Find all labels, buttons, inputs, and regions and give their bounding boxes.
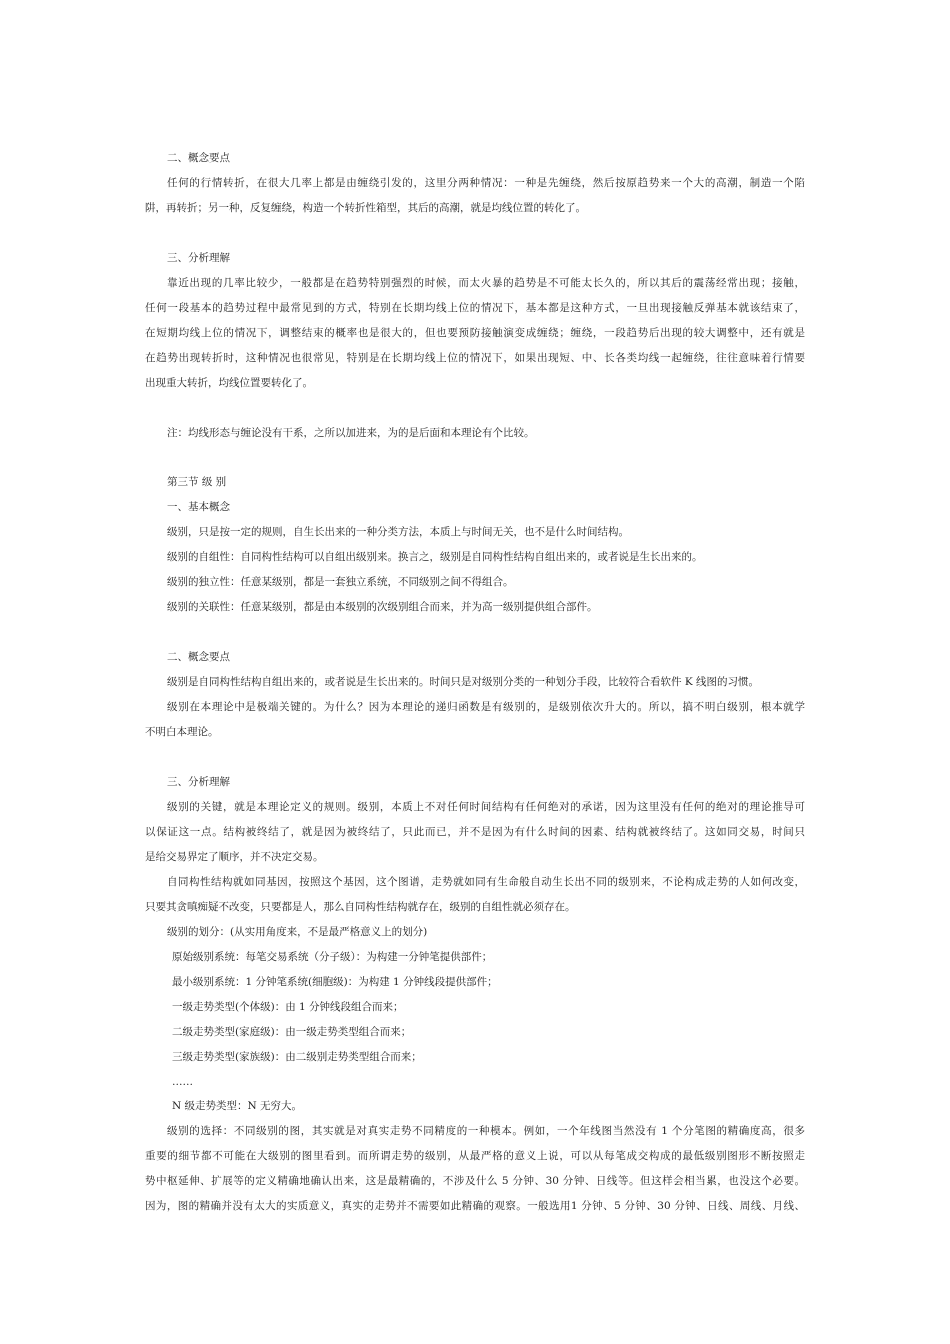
paragraph-line: 阱，再转折；另一种，反复缠绕，构造一个转折性箱型，其后的高潮，就是均线位置的转化了。 <box>145 202 586 214</box>
paragraph-line: 靠近出现的几率比较少，一般都是在趋势特别强烈的时候，而太火暴的趋势是不可能太长久的，所以其后的震荡经常出现；接触， <box>167 277 805 289</box>
section-heading: 二、概念要点 <box>167 651 230 663</box>
note-line: 注：均线形态与缠论没有干系，之所以加进来，为的是后面和本理论有个比较。 <box>167 427 535 439</box>
level-item: 二级走势类型(家庭级)：由一级走势类型组合而来； <box>172 1026 412 1038</box>
paragraph-line: 以保证这一点。结构被终结了，就是因为被终结了，只此而已，并不是因为有什么时间的因素、结构就被终结了。这如同交易，时间只 <box>145 826 805 838</box>
paragraph-line: 级别的选择：不同级别的图，其实就是对真实走势不同精度的一种模本。例如，一个年线图当然没有 1 个分笔图的精确度高，很多 <box>167 1125 805 1137</box>
level-item: …… <box>172 1076 193 1088</box>
paragraph-line: 级别的独立性：任意某级别，都是一套独立系统，不同级别之间不得组合。 <box>167 576 514 588</box>
section-title: 第三节 级 别 <box>167 476 227 488</box>
level-item: 最小级别系统：1 分钟笔系统(细胞级)：为构建 1 分钟线段提供部件； <box>172 976 498 988</box>
level-item: 三级走势类型(家族级)：由二级别走势类型组合而来； <box>172 1051 422 1063</box>
paragraph-line: 因为，图的精确并没有太大的实质意义，真实的走势并不需要如此精确的观察。一般选用1 分钟、5 分钟、30 分钟、日线、周线、月线、 <box>145 1200 805 1212</box>
paragraph-line: 任何的行情转折，在很大几率上都是由缠绕引发的，这里分两种情况：一种是先缠绕，然后按原趋势来一个大的高潮，制造一个陷 <box>167 177 805 189</box>
paragraph-line: 在短期均线上位的情况下，调整结束的概率也是很大的，但也要预防接触演变成缠绕；缠绕，一段趋势后出现的较大调整中，还有就是 <box>145 327 805 339</box>
paragraph-line: 自同构性结构就如同基因，按照这个基因，这个图谱，走势就如同有生命般自动生长出不同的级别来，不论构成走势的人如何改变， <box>167 876 805 888</box>
paragraph-line: 级别的关键，就是本理论定义的规则。级别，本质上不对任何时间结构有任何绝对的承诺，因为这里没有任何的绝对的理论推导可 <box>167 801 805 813</box>
paragraph-line: 势中枢延伸、扩展等的定义精确地确认出来，这是最精确的，不涉及什么 5 分钟、30 分钟、日线等。但这样会相当累，也没这个必要。 <box>145 1175 805 1187</box>
section-heading: 一、基本概念 <box>167 501 230 513</box>
paragraph-line: 出现重大转折，均线位置要转化了。 <box>145 377 313 389</box>
paragraph-line: 级别是自同构性结构自组出来的，或者说是生长出来的。时间只是对级别分类的一种划分手段，比较符合看软件 K 线图的习惯。 <box>167 676 760 688</box>
level-item: 原始级别系统：每笔交易系统（分子级）：为构建一分钟笔提供部件； <box>172 951 493 963</box>
level-item: 一级走势类型(个体级)：由 1 分钟线段组合而来； <box>172 1001 404 1013</box>
paragraph-line: 级别的划分：(从实用角度来，不是最严格意义上的划分) <box>167 926 428 938</box>
paragraph-line: 级别在本理论中是极端关键的。为什么？因为本理论的递归函数是有级别的，是级别依次升大的。所以，搞不明白级别，根本就学 <box>167 701 805 713</box>
section-heading: 三、分析理解 <box>167 252 230 264</box>
level-item: N 级走势类型：N 无穷大。 <box>172 1100 303 1112</box>
paragraph-line: 级别的关联性：任意某级别，都是由本级别的次级别组合而来，并为高一级别提供组合部件。 <box>167 601 598 613</box>
paragraph-line: 重要的细节都不可能在大级别的图里看到。而所谓走势的级别，从最严格的意义上说，可以从每笔成交构成的最低级别图形不断按照走 <box>145 1150 805 1162</box>
paragraph-line: 是给交易界定了顺序，并不决定交易。 <box>145 851 324 863</box>
paragraph-line: 级别的自组性：自同构性结构可以自组出级别来。换言之，级别是自同构性结构自组出来的，或者说是生长出来的。 <box>167 551 703 563</box>
section-heading: 三、分析理解 <box>167 776 230 788</box>
section-heading: 二、概念要点 <box>167 152 230 164</box>
paragraph-line: 只要其贪嗔痴疑不改变，只要都是人，那么自同构性结构就存在，级别的自组性就必须存在。 <box>145 901 576 913</box>
paragraph-line: 不明白本理论。 <box>145 726 219 738</box>
paragraph-line: 任何一段基本的趋势过程中最常见到的方式，特别在长期均线上位的情况下，基本都是这种方式，一旦出现接触反弹基本就该结束了， <box>145 302 805 314</box>
paragraph-line: 级别，只是按一定的规则，自生长出来的一种分类方法，本质上与时间无关，也不是什么时间结构。 <box>167 526 629 538</box>
paragraph-line: 在趋势出现转折时，这种情况也很常见，特别是在长期均线上位的情况下，如果出现短、中、长各类均线一起缠绕，往往意味着行情要 <box>145 352 805 364</box>
